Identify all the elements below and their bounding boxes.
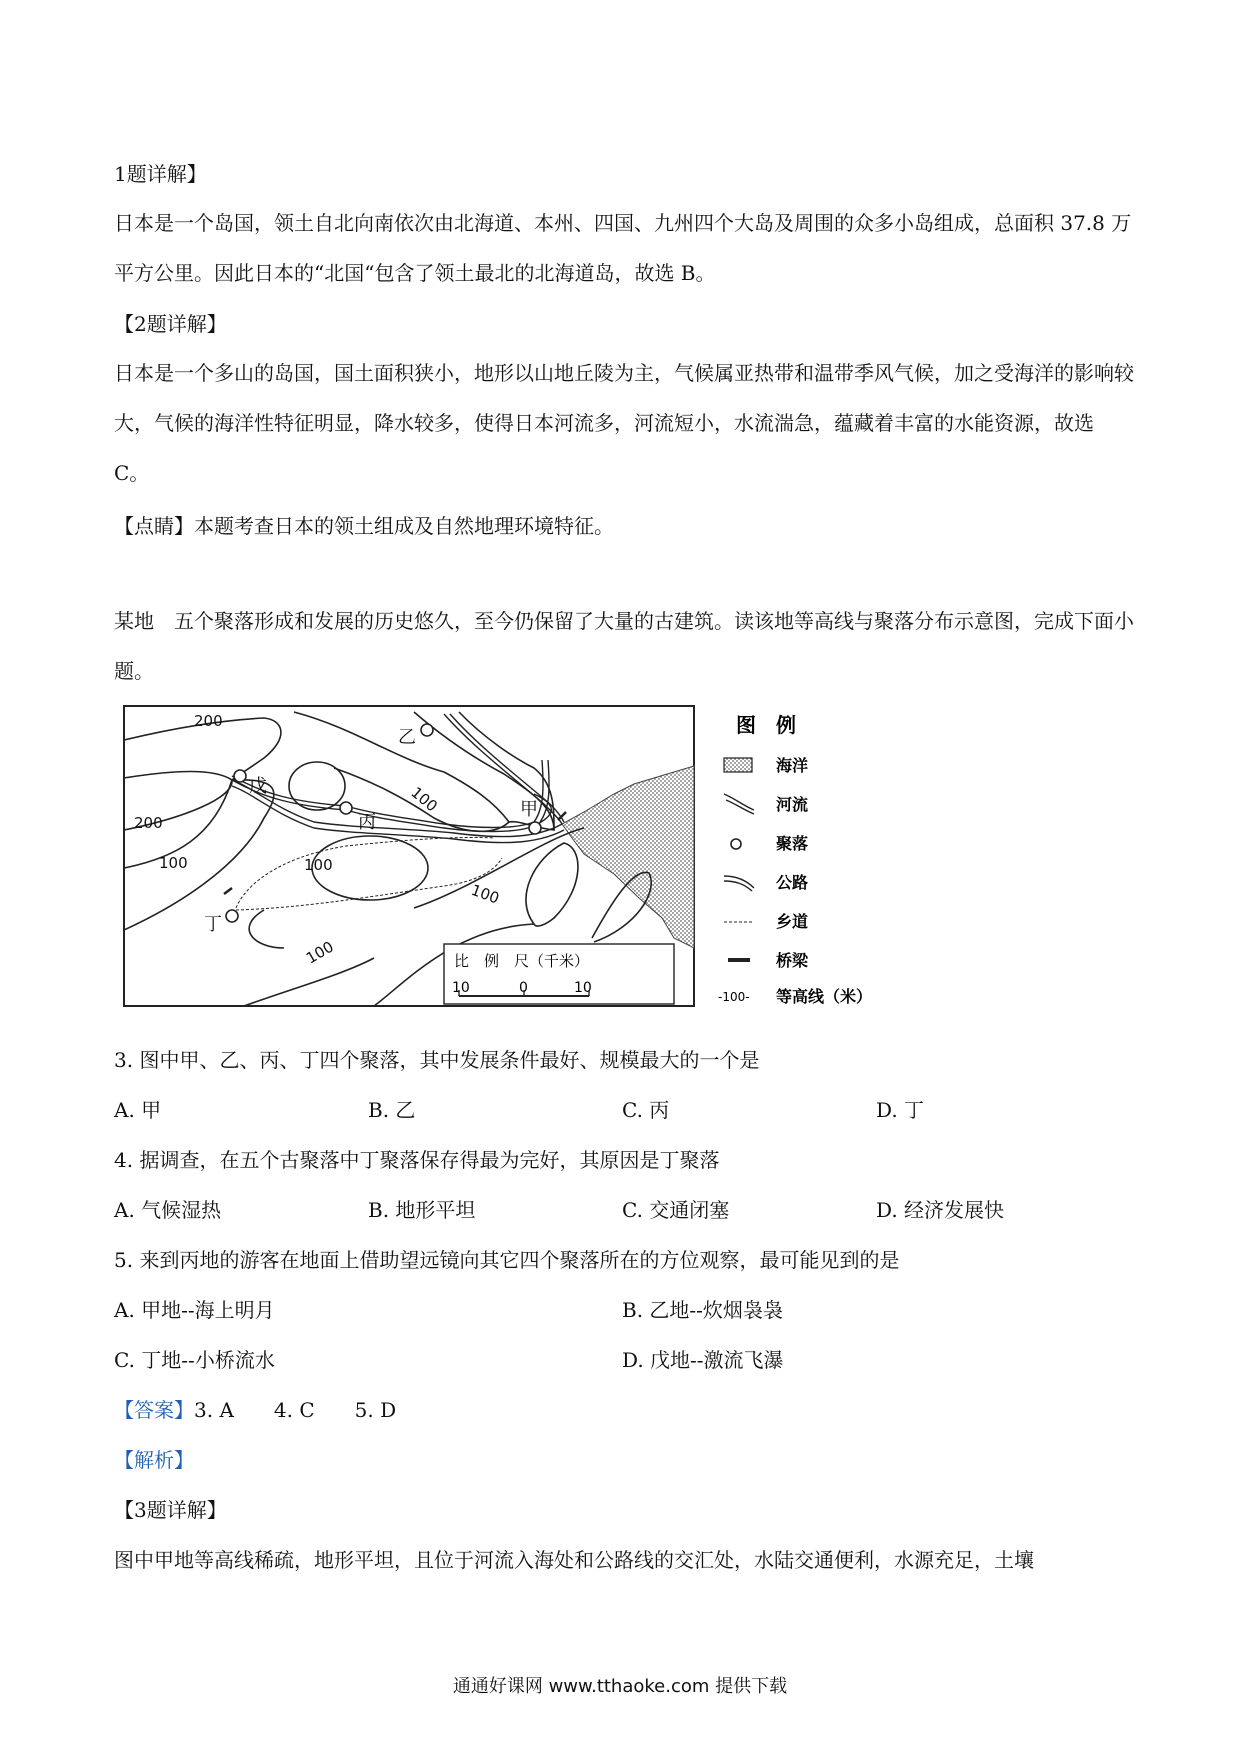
point-text: 本题考查日本的领土组成及自然地理环境特征。 [194, 514, 614, 538]
answer-label: 【答案】 [114, 1398, 194, 1422]
scale-tick: 10 [452, 980, 470, 996]
legend-item: 海洋 [776, 756, 809, 775]
question-3-option-a: A. 甲 [114, 1098, 162, 1122]
legend-item: 聚落 [776, 834, 809, 853]
settlement-label: 乙 [398, 727, 416, 748]
question-5-option-b: B. 乙地--炊烟袅袅 [622, 1298, 783, 1322]
contour-label: 200 [194, 712, 223, 730]
point-label: 【点睛】 [114, 514, 194, 538]
q1-detail-heading: 1题详解】 [114, 162, 207, 186]
group-intro: 某地 五个聚落形成和发展的历史悠久，至今仍保留了大量的古建筑。读该地等高线与聚落分布示意图，完成下面小题。 [114, 609, 1134, 683]
settlement-label: 丁 [204, 914, 222, 935]
legend-highway-symbol [724, 876, 754, 891]
question-3-stem: 3. 图中甲、乙、丙、丁四个聚落，其中发展条件最好、规模最大的一个是 [114, 1048, 760, 1072]
question-4-option-c: C. 交通闭塞 [622, 1198, 730, 1222]
legend-item: 公路 [776, 873, 809, 892]
settlement-marker [529, 822, 541, 834]
question-3-option-d: D. 丁 [876, 1098, 925, 1122]
scale-tick: 0 [519, 980, 528, 996]
question-5-stem: 5. 来到丙地的游客在地面上借助望远镜向其它四个聚落所在的方位观察，最可能见到的是 [114, 1248, 900, 1272]
contour-label: 100 [303, 937, 337, 968]
question-3-option-c: C. 丙 [622, 1098, 670, 1122]
legend-title: 图 例 [736, 713, 796, 737]
settlement-marker [234, 770, 246, 782]
settlement-label: 丙 [358, 812, 376, 833]
settlement-marker [340, 802, 352, 814]
legend-item: 等高线（米） [776, 987, 873, 1006]
q2-detail-body: 日本是一个多山的岛国，国土面积狭小，地形以山地丘陵为主，气候属亚热带和温带季风气候，加之受海洋的影响较大，气候的海洋性特征明显，降水较多，使得日本河流多，河流短小，水流湍急，蕴藏着丰富的水能资源，故选 C。 [114, 361, 1134, 485]
legend-item: 河流 [776, 795, 809, 814]
settlement-marker [226, 910, 238, 922]
contour-label: 200 [134, 814, 163, 832]
legend-sea-symbol [724, 758, 752, 772]
question-3-option-b: B. 乙 [368, 1098, 416, 1122]
question-4-stem: 4. 据调查，在五个古聚落中丁聚落保存得最为完好，其原因是丁聚落 [114, 1148, 720, 1172]
question-4-option-a: A. 气候湿热 [114, 1198, 222, 1222]
question-4-option-d: D. 经济发展快 [876, 1198, 1005, 1222]
scale-title: 比 例 尺（千米） [454, 952, 590, 970]
q3-detail-heading: 【3题详解】 [114, 1498, 227, 1522]
question-5-option-a: A. 甲地--海上明月 [114, 1298, 275, 1322]
analysis-label: 【解析】 [114, 1448, 194, 1472]
point-note [114, 510, 614, 539]
map-legend [718, 713, 872, 1006]
question-4-option-b: B. 地形平坦 [368, 1198, 476, 1222]
legend-river-symbol [724, 794, 754, 814]
legend-item: 乡道 [776, 912, 809, 931]
q2-detail-heading: 【2题详解】 [114, 312, 227, 336]
contour-settlement-map [114, 698, 904, 1018]
answer-text: 3. A 4. C 5. D [194, 1398, 397, 1422]
q3-detail-body: 图中甲地等高线稀疏，地形平坦，且位于河流入海处和公路线的交汇处，水陆交通便利，水源充足，土壤 [114, 1548, 1034, 1572]
settlement-label: 甲 [520, 799, 538, 820]
question-5-option-d: D. 戊地--激流飞瀑 [622, 1348, 784, 1372]
scale-tick: 10 [574, 980, 592, 996]
contour-label: 100 [304, 856, 333, 874]
answer-line [114, 1394, 396, 1423]
contour-label: 100 [468, 880, 502, 908]
legend-contour-symbol: -100- [718, 990, 750, 1004]
contour-label: 100 [159, 854, 188, 872]
page-footer: 通通好课网 www.tthaoke.com 提供下载 [452, 1676, 788, 1697]
settlement-marker [421, 724, 433, 736]
question-5-option-c: C. 丁地--小桥流水 [114, 1348, 275, 1372]
legend-settlement-symbol [731, 839, 741, 849]
settlement-label: 戊 [249, 776, 267, 797]
legend-item: 桥梁 [776, 951, 809, 970]
contour-label: 100 [407, 783, 441, 816]
q1-detail-body: 日本是一个岛国，领土自北向南依次由北海道、本州、四国、九州四个大岛及周围的众多小岛组成，总面积 37.8 万平方公里。因此日本的“北国“包含了领土最北的北海道岛，故选 B。 [114, 211, 1132, 285]
